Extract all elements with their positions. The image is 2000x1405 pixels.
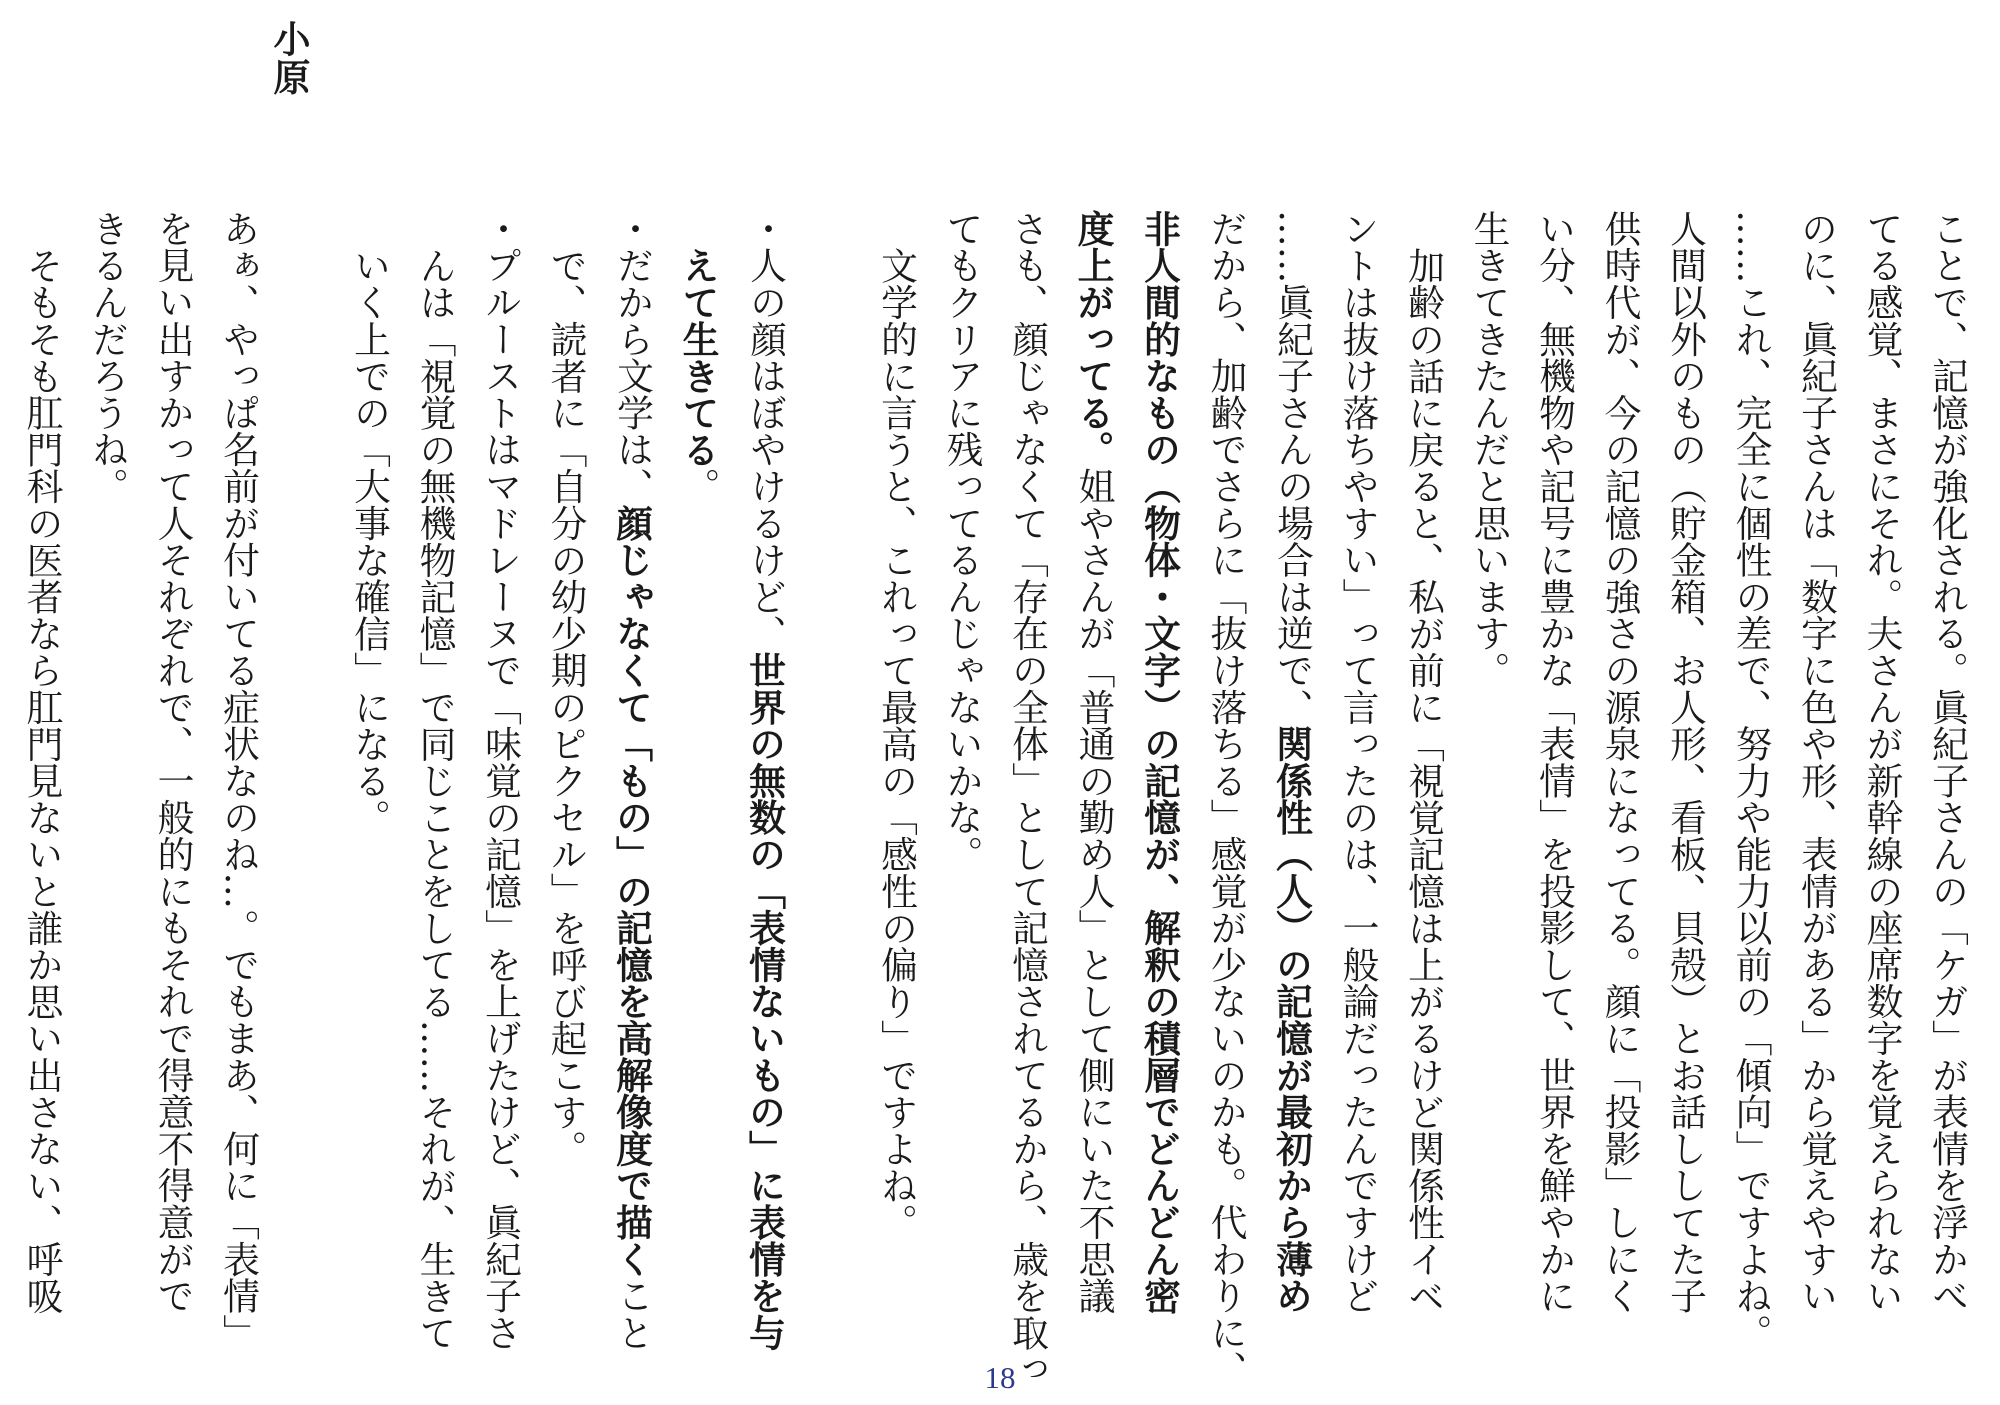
text-segment: てもクリアに残ってるんじゃないかな。 (940, 210, 984, 873)
text-segment: こと (611, 1277, 654, 1351)
text-line (1325, 210, 1391, 1380)
text-line (1653, 210, 1719, 1380)
text-line (75, 210, 141, 1380)
emphasis-text: 顔じゃなくて「もの」の記憶を高解像度で描く (610, 504, 654, 1278)
text-segment: ……これ、完全に個性の差で、努力や能力以前の「傾向」ですよね。 (1729, 210, 1773, 1351)
text-segment: ことで、記憶が強化される。眞紀子さんの「ケガ」が表情を浮かべ (1926, 210, 1969, 1314)
text-segment: い分、無機物や記号に豊かな「表情」を投影して、世界を鮮やかに (1533, 210, 1576, 1314)
text-line (0, 210, 9, 1380)
text-line (1587, 210, 1653, 1380)
emphasis-text: 度上がってる。 (1071, 210, 1116, 468)
text-segment: 加齢の話に戻ると、私が前に「視覚記憶は上がるけど関係性イベ (1402, 247, 1445, 1315)
text-line (864, 210, 930, 1405)
page-number: 18 (984, 1360, 1016, 1395)
text-line (1127, 210, 1194, 1380)
body-text (20, 210, 1980, 1388)
text-segment: いく上での「大事な確信」になる。 (348, 247, 391, 836)
text-line (1193, 210, 1259, 1388)
text-line (9, 210, 75, 1405)
text-line (140, 210, 206, 1380)
emphasis-text: 関係性（人）の記憶が最初から薄め (1270, 725, 1314, 1315)
text-segment: 文学的に言うと、これって最高の「感性の偏り」ですよね。 (875, 247, 918, 1241)
text-line (468, 210, 534, 1380)
text-segment: 人間以外のもの（貯金箱、お人形、看板、貝殻）とお話ししてた子 (1664, 210, 1707, 1314)
text-segment: を見い出すかって人それぞれで、一般的にもそれで得意不得意がで (151, 210, 195, 1314)
text-segment: ントは抜け落ちやすい」って言ったのは、一般論だったんですけど (1336, 210, 1380, 1314)
text-line (402, 210, 468, 1405)
text-line (1849, 210, 1915, 1380)
text-segment: 供時代が、今の記憶の強さの源泉になってる。顔に「投影」しにく (1598, 210, 1642, 1314)
text-segment: あぁ、やっぱ名前が付いてる症状なのね…。でもまあ、何に「表情」 (217, 210, 260, 1351)
text-line (599, 210, 666, 1380)
text-line (1718, 210, 1784, 1380)
text-line (1784, 210, 1850, 1380)
text-line (929, 210, 995, 1380)
text-line (1456, 210, 1522, 1380)
text-segment: ・だから文学は、 (611, 210, 654, 505)
blank-line (271, 210, 337, 1380)
text-segment: ・プルーストはマドレーヌで「味覚の記憶」を上げたけど、眞紀子さ (479, 210, 522, 1351)
text-segment: んは「視覚の無機物記憶」で同じことをしてる……それが、生きて (413, 247, 457, 1351)
text-line (533, 210, 599, 1405)
emphasis-text: えて生きてる (676, 247, 721, 468)
text-segment: ……眞紀子さんの場合は逆で、 (1271, 210, 1314, 726)
text-segment: だから、加齢でさらに「抜け落ちる」感覚が少ないのかも。代わりに、 (1204, 210, 1248, 1388)
text-segment: てる感覚、まさにそれ。夫さんが新幹線の座席数字を覚えられない (1860, 210, 1904, 1314)
text-line (206, 210, 272, 1380)
text-segment: さも、顔じゃなくて「存在の全体」として記憶されてるから、歳を取っ (1006, 210, 1049, 1388)
text-line (337, 210, 403, 1405)
text-line (1060, 210, 1127, 1380)
text-segment: 姐やさんが「普通の勤め人」として側にいた不思議 (1072, 467, 1116, 1315)
blank-line (798, 210, 864, 1380)
text-segment: で、読者に「自分の幼少期のピクセル」を呼び起こす。 (544, 247, 588, 1167)
text-line (1522, 210, 1588, 1380)
text-segment: きるんだろうね。 (86, 210, 129, 505)
text-line (1391, 210, 1457, 1405)
emphasis-text: 非人間的なもの（物体・文字）の記憶が、解釈の積層でどんどん密 (1138, 210, 1182, 1314)
text-line (1915, 210, 1981, 1380)
text-segment: 生きてきたんだと思います。 (1467, 210, 1511, 689)
emphasis-text: 世界の無数の「表情ないもの」に表情を与 (743, 651, 787, 1351)
text-segment: のに、眞紀子さんは「数字に色や形、表情がある」から覚えやすい (1795, 210, 1838, 1314)
text-segment: ・人の顔はぼやけるけど、 (744, 210, 787, 652)
text-line (665, 210, 732, 1405)
speaker-label: 小原 (267, 20, 311, 96)
text-segment: そもそも肛門科の医者なら肛門見ないと誰か思い出さない、呼吸 (20, 247, 64, 1315)
text-line (1259, 210, 1326, 1380)
text-segment: 。 (677, 467, 721, 505)
text-line (732, 210, 799, 1380)
